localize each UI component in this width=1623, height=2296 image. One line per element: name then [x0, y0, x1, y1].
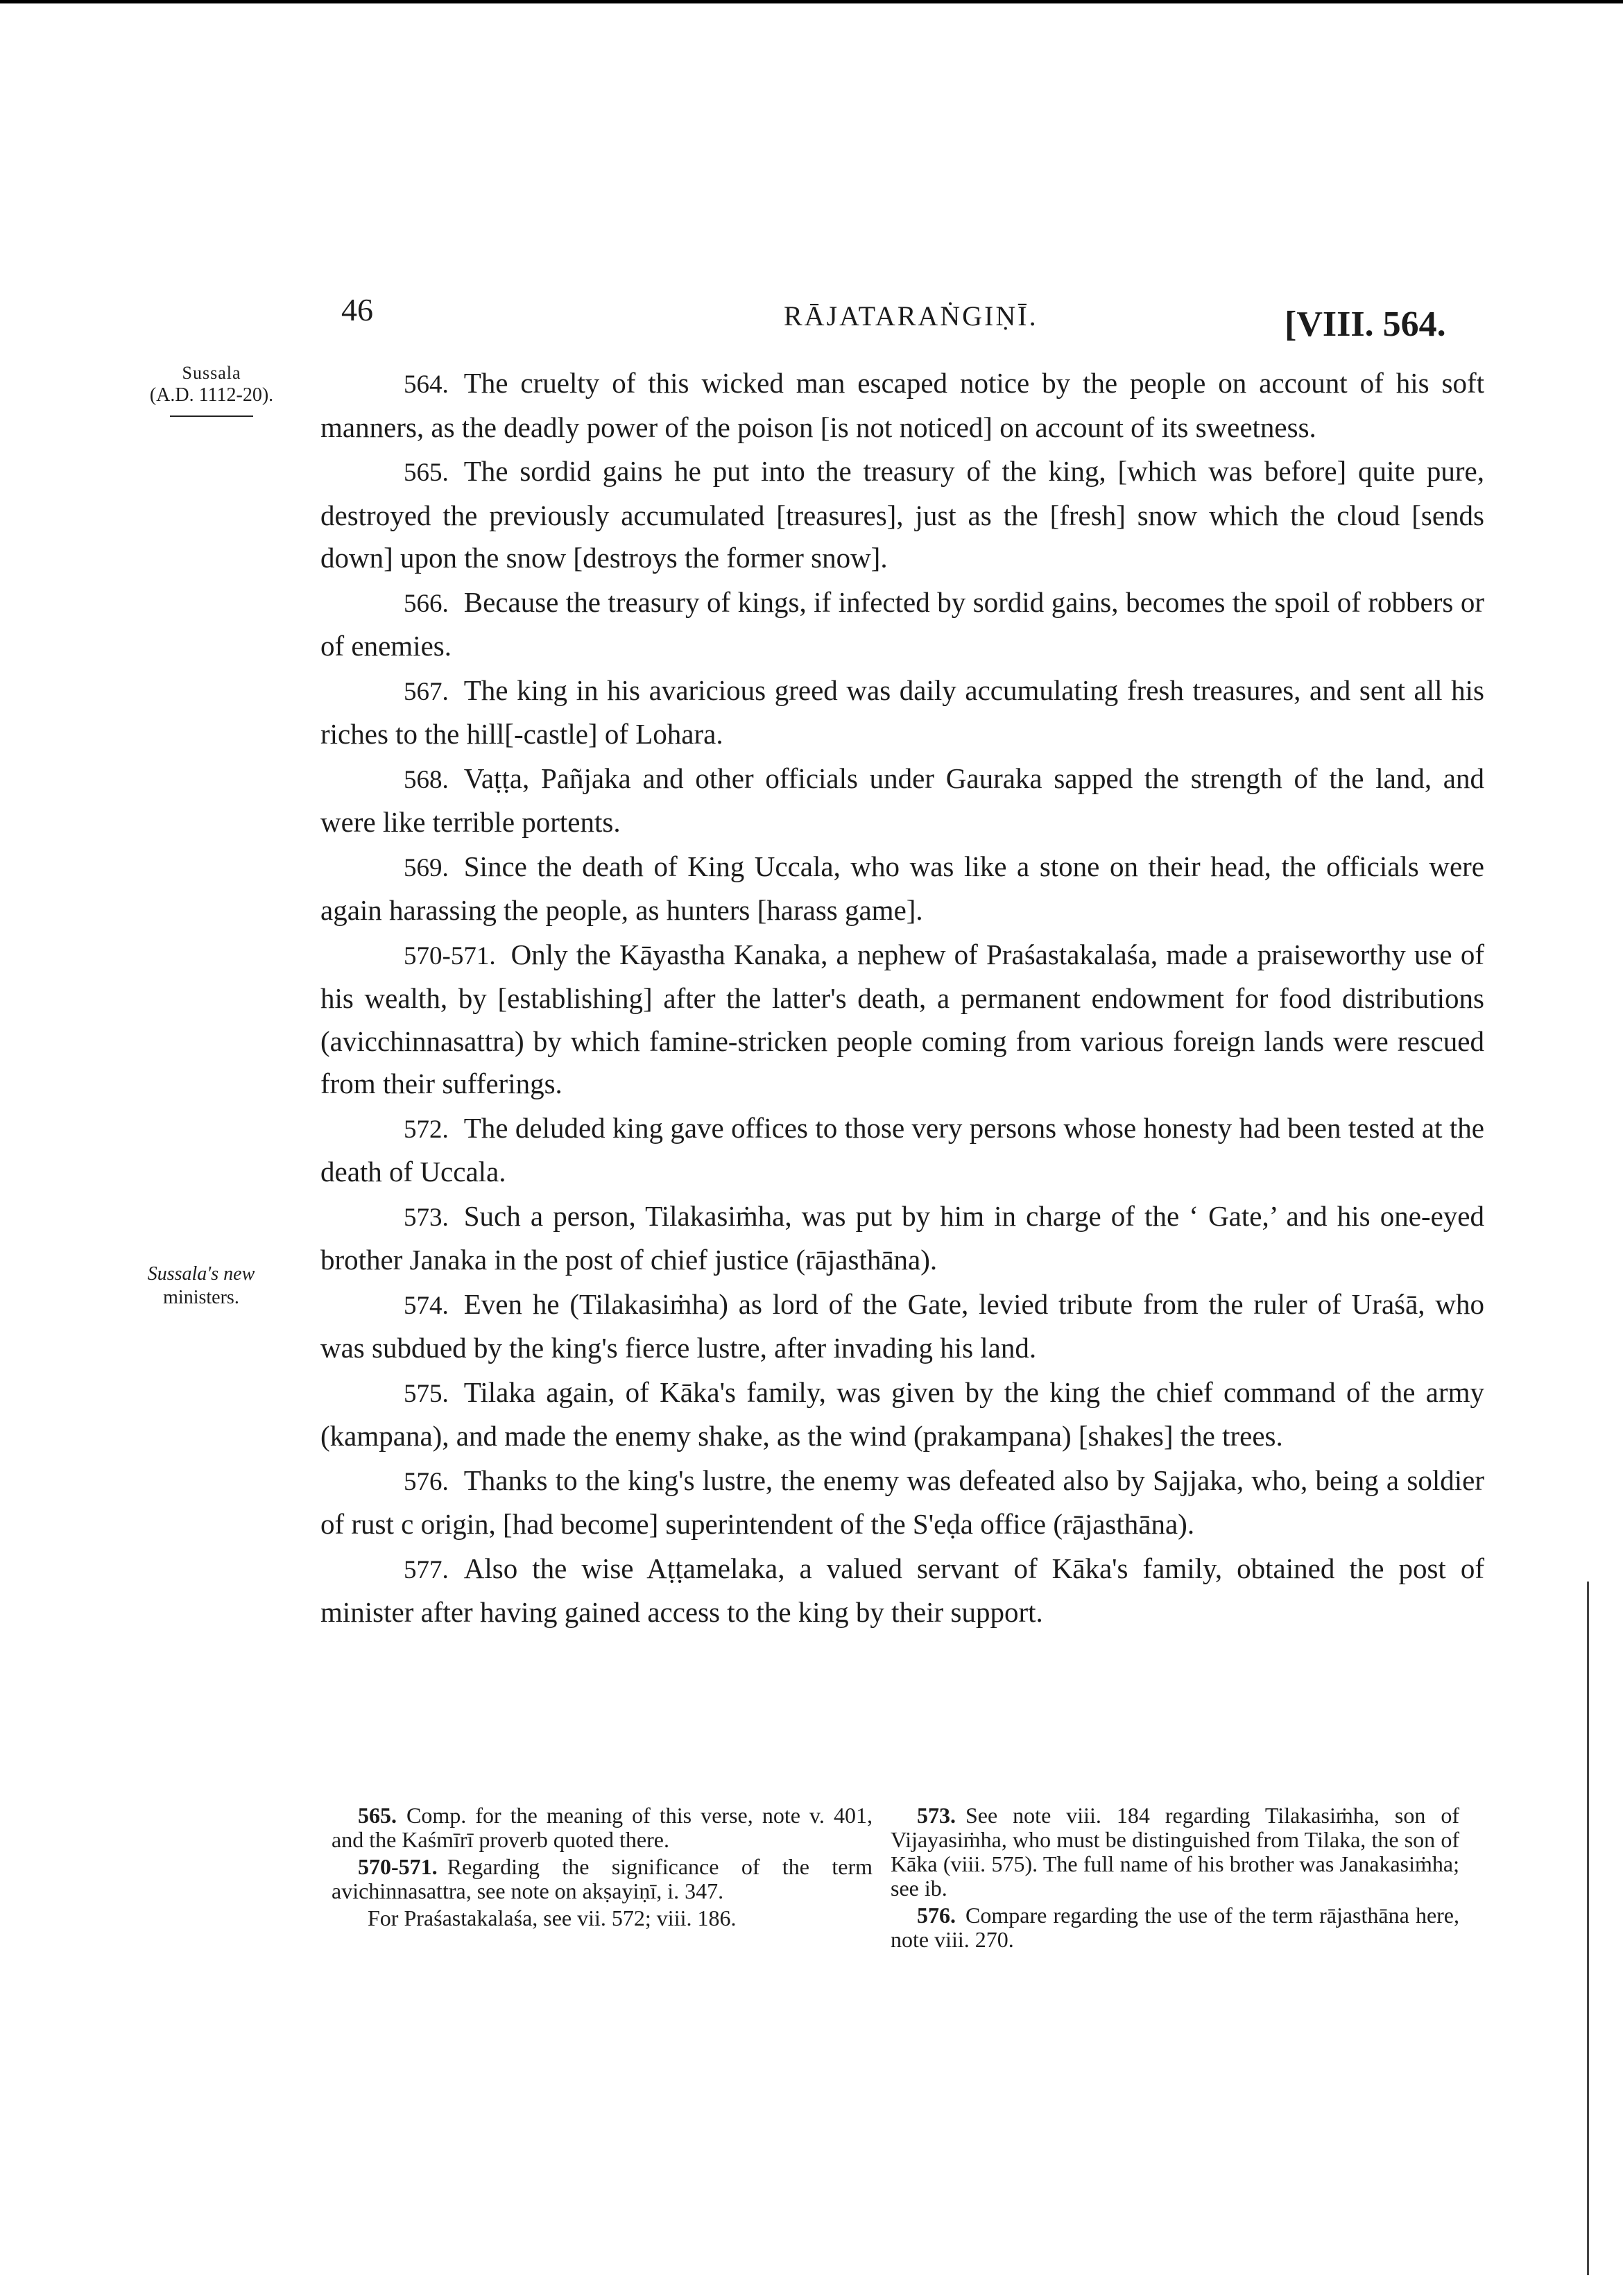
margin-note-name: Sussala [182, 363, 241, 383]
margin-note-rule [170, 415, 253, 417]
verse [320, 757, 1484, 844]
verse-number: 567. [404, 677, 449, 706]
verse-text: The sordid gains he put into the treasury of the king, [which was before] quite pure, destroyed the previously accumulated [treasures], just as the [fresh] snow which the cloud [sends down] upon the snow [destroys the former snow]. [320, 455, 1484, 574]
footnote-text: Compare regarding the use of the term rājasthāna here, note viii. 270. [891, 1903, 1459, 1952]
footnote-text: Regarding the significance of the term avichinnasattra, see note on akṣayiṇī, i. 347. [332, 1854, 873, 1903]
verse-number: 576. [404, 1467, 449, 1496]
verse-text: Vaṭṭa, Pañjaka and other officials under Gauraka sapped the strength of the land, and were like terrible portents. [320, 762, 1484, 838]
margin-note-line-2: ministers. [163, 1286, 239, 1308]
section-reference: [VIII. 564. [1285, 305, 1446, 344]
page-number: 46 [341, 292, 373, 327]
verse [320, 450, 1484, 580]
verse-text: Such a person, Tilakasiṁha, was put by him in charge of the ‘ Gate,’ and his one-eyed brother Janaka in the post of chief justice (rājasthāna). [320, 1199, 1484, 1276]
footnote-number: 565. [358, 1803, 397, 1828]
verse [320, 362, 1484, 449]
margin-note-dates: (A.D. 1112-20). [149, 384, 274, 406]
verse [320, 1283, 1484, 1370]
verse-number: 574. [404, 1291, 449, 1320]
margin-note-sussala [118, 362, 305, 417]
verse-number: 575. [404, 1379, 449, 1408]
verse [320, 1548, 1484, 1634]
verse-text: Because the treasury of kings, if infected by sordid gains, becomes the spoil of robbers or of enemies. [320, 585, 1484, 662]
verse-text: The deluded king gave offices to those very persons whose honesty had been tested at the death of Uccala. [320, 1111, 1484, 1188]
footnote [891, 1804, 1459, 1901]
verse-translation [320, 362, 1484, 1636]
footnote [332, 1804, 873, 1852]
verse [320, 1107, 1484, 1194]
footnote [332, 1906, 873, 1930]
verse-text: Tilaka again, of Kāka's family, was given by the king the chief command of the army (kampana), and made the enemy shake, as the wind (prakampana) [shakes] the trees. [320, 1376, 1484, 1452]
top-border-rule [0, 0, 1623, 3]
margin-note-line-1: Sussala's new [147, 1263, 255, 1285]
verse-number: 569. [404, 853, 449, 882]
verse-number: 577. [404, 1555, 449, 1584]
footnote-text: See note viii. 184 regarding Tilakasiṁha, son of Vijayasiṁha, who must be distinguished from Tilaka, the son of Kāka (viii. 575). The full name of his brother was Janakasiṁha; see ib. [891, 1803, 1459, 1901]
footnote-number: 570-571. [358, 1854, 438, 1879]
verse-number: 565. [404, 459, 449, 487]
verse [320, 1459, 1484, 1546]
footnote-number: 576. [917, 1903, 956, 1928]
verse [320, 581, 1484, 668]
binding-edge-line [1587, 1582, 1589, 2275]
verse-number: 573. [404, 1203, 449, 1232]
running-title: RĀJATARAṄGIṆĪ. [784, 300, 1038, 332]
verse-text: Even he (Tilakasiṁha) as lord of the Gate, levied tribute from the ruler of Uraśā, who was subdued by the king's fierce lustre, after invading his land. [320, 1287, 1484, 1364]
verse-text: The king in his avaricious greed was daily accumulating fresh treasures, and sent all his riches to the hill[-castle] of Lohara. [320, 674, 1484, 750]
verse-text: Also the wise Aṭṭamelaka, a valued servant of Kāka's family, obtained the post of minister after having gained access to the king by their support. [320, 1552, 1484, 1628]
footnotes-left-column [332, 1804, 873, 1933]
verse-text: The cruelty of this wicked man escaped notice by the people on account of his soft manners, as the deadly power of the poison [is not noticed] on account of its sweetness. [320, 367, 1484, 443]
verse [320, 934, 1484, 1106]
footnote-text: For Praśastakalaśa, see vii. 572; viii. 186. [368, 1905, 737, 1930]
footnote-text: Comp. for the meaning of this verse, note v. 401, and the Kaśmīrī proverb quoted there. [332, 1803, 873, 1852]
verse-number: 568. [404, 765, 449, 794]
verse-text: Thanks to the king's lustre, the enemy was defeated also by Sajjaka, who, being a soldier of rust c origin, [had become] superintendent of the S'eḍa office (rājasthāna). [320, 1464, 1484, 1540]
verse-number: 572. [404, 1115, 449, 1144]
footnote-number: 573. [917, 1803, 956, 1828]
verse-number: 564. [404, 370, 449, 399]
margin-note-ministers [101, 1262, 302, 1309]
verse-number: 570-571. [404, 941, 496, 970]
verse [320, 1371, 1484, 1458]
verse-text: Since the death of King Uccala, who was like a stone on their head, the officials were again harassing the people, as hunters [harass game]. [320, 850, 1484, 926]
verse [320, 669, 1484, 756]
verse [320, 1195, 1484, 1282]
verse-number: 566. [404, 589, 449, 618]
footnote [332, 1855, 873, 1903]
footnote [891, 1903, 1459, 1952]
verse [320, 846, 1484, 932]
verse-text: Only the Kāyastha Kanaka, a nephew of Praśastakalaśa, made a praiseworthy use of his wealth, by [establishing] after the latter's death, a permanent endowment for food distributions (avicchinnasattra) by which famine-stricken people coming from various foreign lands were rescued from their sufferings. [320, 938, 1484, 1099]
footnotes-right-column [891, 1804, 1459, 1955]
